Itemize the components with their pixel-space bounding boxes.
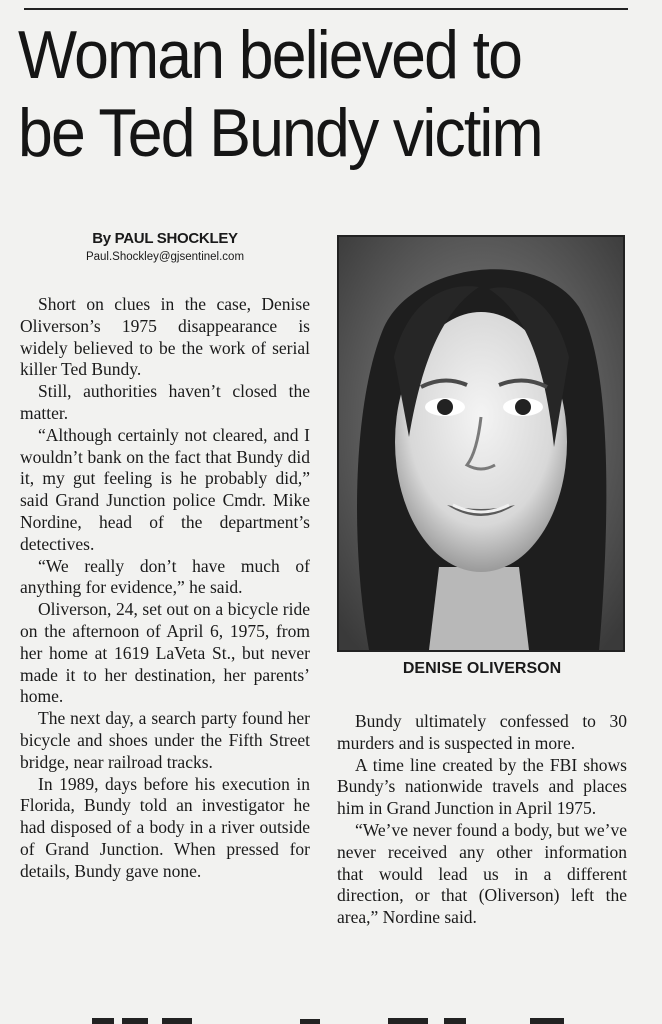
- paragraph: Still, authorities haven’t closed the matter.: [20, 381, 310, 423]
- cropped-text-decoration: [0, 1010, 662, 1024]
- paragraph: Short on clues in the case, Denise Oliverson’s 1975 disappearance is widely believed to be the work of serial killer Ted Bundy.: [20, 294, 310, 380]
- headline-line-2: be Ted Bundy victim: [18, 95, 542, 171]
- author-name: By PAUL SHOCKLEY: [92, 230, 238, 247]
- paragraph: “We’ve never found a body, but we’ve never received any other information that would lead us in a different direction, or that (Oliverson) left the area,” Nordine said.: [337, 819, 627, 928]
- byline: [20, 230, 310, 263]
- portrait-photo: [337, 235, 625, 652]
- headline: [18, 16, 588, 172]
- paragraph: In 1989, days before his execution in Florida, Bundy told an investigator he had disposed of a body in a river outside of Grand Junction. When pressed for details, Bundy gave none.: [20, 773, 310, 881]
- photo-caption: DENISE OLIVERSON: [402, 660, 562, 677]
- paragraph: Bundy ultimately confessed to 30 murders and is suspected in more.: [337, 711, 627, 753]
- paragraph: “We really don’t have much of anything for evidence,” he said.: [20, 555, 310, 598]
- headline-line-1: Woman believed to: [18, 17, 522, 93]
- author-email: Paul.Shockley@gjsentinel.com: [85, 251, 245, 263]
- article-column-right: [337, 711, 627, 929]
- paragraph: A time line created by the FBI shows Bundy’s nationwide travels and places him in Grand Junction in April 1975.: [337, 754, 627, 819]
- paragraph: Oliverson, 24, set out on a bicycle ride on the afternoon of April 6, 1975, from her home at 1619 LaVeta St., but never made it to her destination, her parents’ home.: [20, 599, 310, 707]
- paragraph: “Although certainly not cleared, and I wouldn’t bank on the fact that Bundy did it, my gut feeling is he probably did,” said Grand Junction police Cmdr. Mike Nordine, head of the department’s detectives.: [20, 424, 310, 554]
- paragraph: The next day, a search party found her bicycle and shoes under the Fifth Street bridge, near railroad tracks.: [20, 708, 310, 772]
- article-column-left: [20, 294, 310, 883]
- top-rule: [24, 8, 628, 10]
- portrait-illustration: [339, 237, 623, 650]
- next-headline-fragment: [0, 1010, 662, 1024]
